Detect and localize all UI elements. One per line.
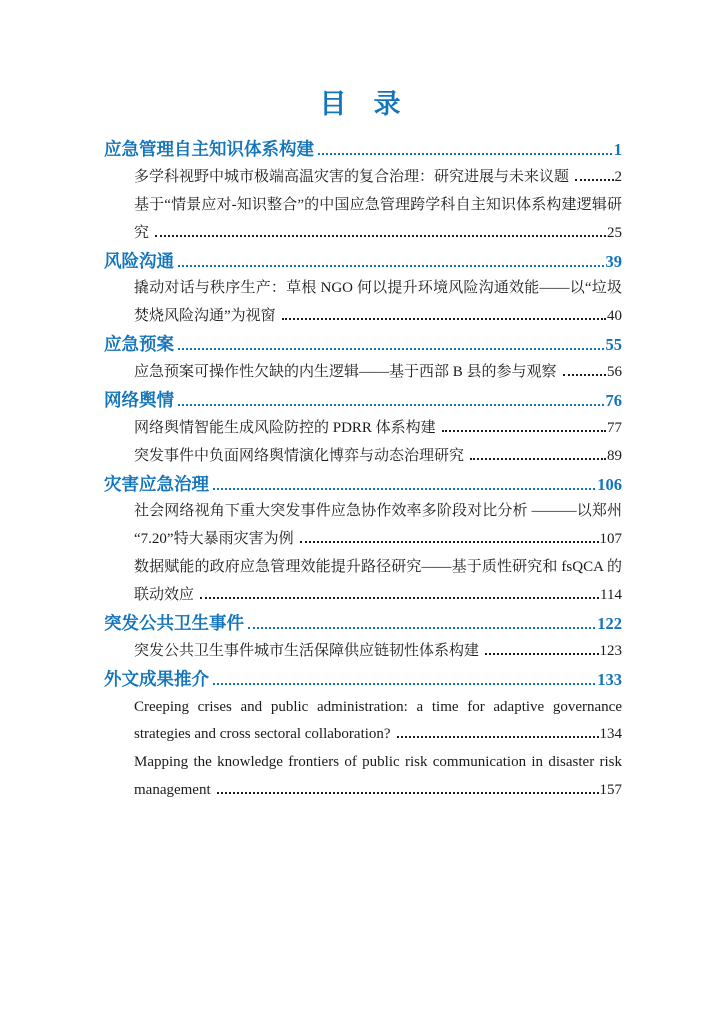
page-number: 77 [607,419,622,436]
page-number: 39 [605,251,622,271]
toc-entry-row [104,749,622,777]
toc-entry-row [104,192,622,220]
dot-leader [485,653,598,655]
toc-text: 突发公共卫生事件城市生活保障供应链韧性体系构建 [134,642,480,659]
dot-leader [442,430,606,432]
toc-text: 基于“情景应对-知识整合”的中国应急管理跨学科自主知识体系构建逻辑研 [134,196,622,213]
page-number: 76 [605,390,622,410]
toc-text: strategies and cross sectoral collaboration? [134,726,391,743]
toc-text: 灾害应急治理 [104,473,209,494]
toc-entry-row [104,275,622,303]
dot-leader [178,404,604,406]
toc-list [104,136,622,805]
dot-leader [397,736,599,738]
toc-entry-row [104,498,622,526]
toc-section-row [104,331,622,359]
toc-entry-row [104,721,622,749]
dot-leader [563,374,606,376]
toc-section-row [104,610,622,638]
page-number: 134 [599,726,622,743]
toc-entry-row [104,638,622,666]
dot-leader [178,265,604,267]
toc-text: 突发公共卫生事件 [104,612,244,633]
toc-text: 外文成果推介 [104,668,209,689]
toc-entry-row [104,303,622,331]
page-number: 2 [614,168,622,185]
toc-text: 数据赋能的政府应急管理效能提升路径研究——基于质性研究和 fsQCA 的 [134,559,622,576]
page-number: 40 [607,308,622,325]
toc-text: 撬动对话与秩序生产：草根 NGO 何以提升环境风险沟通效能——以“垃圾 [134,280,622,297]
toc-entry-row [104,694,622,722]
toc-entry-row [104,582,622,610]
toc-text: 突发事件中负面网络舆情演化博弈与动态治理研究 [134,447,465,464]
toc-text: Creeping crises and public administration: a time for adaptive governance [134,698,622,715]
page-number: 107 [599,531,622,548]
toc-section-row [104,248,622,276]
toc-text: 应急预案可操作性欠缺的内生逻辑——基于西部 B 县的参与观察 [134,364,557,380]
dot-leader [217,792,599,794]
dot-leader [155,235,606,237]
toc-text: 究 [134,224,150,241]
page-number: 123 [599,642,622,659]
dot-leader [575,179,613,181]
toc-section-row [104,471,622,499]
dot-leader [248,627,595,629]
page-number: 55 [605,335,622,355]
page-number: 157 [599,782,622,799]
toc-text: 联动效应 [134,587,195,603]
page-number: 106 [597,474,622,494]
toc-entry-row [104,777,622,805]
toc-section-row [104,666,622,694]
toc-entry-row [104,415,622,443]
dot-leader [178,348,604,350]
page-number: 1 [613,140,622,159]
toc-entry-row [104,526,622,554]
toc-entry-row [104,359,622,387]
dot-leader [470,458,606,460]
dot-leader [200,597,599,599]
page-number: 122 [597,613,622,633]
toc-text: 社会网络视角下重大突发事件应急协作效率多阶段对比分析 ———以郑州 [134,503,622,520]
page-number: 114 [600,587,622,603]
dot-leader [318,153,612,155]
toc-text: 网络舆情 [104,389,174,410]
toc-section-row [104,136,622,164]
toc-text: 应急预案 [104,334,174,355]
dot-leader [282,318,606,320]
page-number: 89 [607,447,622,464]
toc-text: “7.20”特大暴雨灾害为例 [134,531,294,548]
toc-entry-row [104,164,622,192]
toc-entry-row [104,554,622,582]
toc-entry-row [104,220,622,248]
page-title: 目 录 [319,89,401,119]
toc-text: 风险沟通 [104,250,174,271]
dot-leader [213,683,595,685]
toc-text: 网络舆情智能生成风险防控的 PDRR 体系构建 [134,419,436,436]
toc-text: management [134,782,211,799]
toc-text: Mapping the knowledge frontiers of public risk communication in disaster risk [134,754,622,771]
toc-text: 应急管理自主知识体系构建 [104,139,314,159]
page-number: 25 [607,224,622,241]
page-number: 133 [597,669,622,689]
toc-text: 焚烧风险沟通”为视窗 [134,308,276,325]
toc-text: 多学科视野中城市极端高温灾害的复合治理：研究进展与未来议题 [134,168,570,185]
toc-section-row [104,387,622,415]
toc-entry-row [104,443,622,471]
page-number: 56 [607,364,622,380]
dot-leader [300,541,599,543]
dot-leader [213,488,595,490]
